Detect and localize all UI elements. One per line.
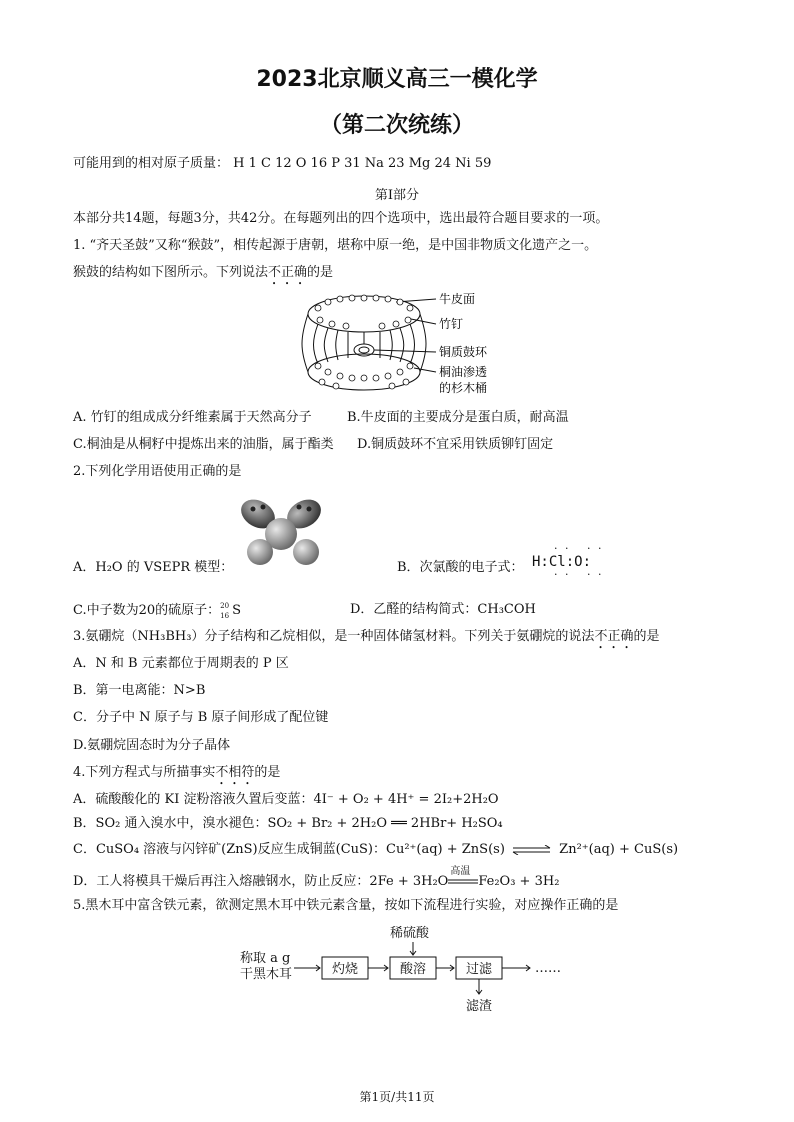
equilibrium-arrow-icon: [512, 845, 552, 855]
page-title: 2023北京顺义高三一模化学: [256, 67, 538, 92]
label-cowhide: 牛皮面: [439, 292, 476, 306]
label-tung-oil: 桐油渗透: [439, 365, 488, 379]
drum-diagram: [296, 288, 516, 400]
page-footer: 第1页/共11页: [359, 1090, 435, 1104]
label-bamboo-nail: 竹钉: [439, 317, 464, 331]
atomic-masses: 可能用到的相对原子质量： H 1 C 12 O 16 P 31 Na 23 Mg 24 Ni 59: [73, 156, 492, 171]
q5-stem: 5.黑木耳中富含铁元素，欲测定黑木耳中铁元素含量，按如下流程进行实验，对应操作正确的是: [73, 898, 619, 913]
flow-step-filter: 过滤: [466, 962, 493, 977]
label-fir-barrel: 的杉木桶: [439, 381, 488, 395]
q2-option-b: B．次氯酸的电子式：: [397, 560, 524, 575]
q1-option-d: D.铜质鼓环不宜采用铁质铆钉固定: [357, 437, 554, 452]
q3-stem: 3.氨硼烷（NH₃BH₃）分子结构和乙烷相似，是一种固体储氢材料。下列关于氨硼烷的说法不正确的是: [73, 629, 660, 644]
q2-option-a: A．H₂O 的 VSEPR 模型：: [73, 560, 234, 575]
q2-option-c: C.中子数为20的硫原子： 20 16 S: [73, 602, 242, 620]
q1-stem-line2: 猴鼓的结构如下图所示。下列说法不正确的是: [73, 265, 334, 280]
part-intro: 本部分共14题，每题3分，共42分。在每题列出的四个选项中，选出最符合题目要求的一项。: [73, 211, 609, 226]
q3-option-d: D.氨硼烷固态时为分子晶体: [73, 738, 231, 753]
q1-stem-line1: 1. “齐天圣鼓”又称“猴鼓”，相传起源于唐朝，堪称中原一绝，是中国非物质文化遗产之一。: [73, 238, 598, 253]
flow-residue-label: 滤渣: [466, 999, 493, 1014]
q4-option-c: C．CuSO₄ 溶液与闪锌矿(ZnS)反应生成铜蓝(CuS)：Cu²⁺(aq) + ZnS(s) Zn²⁺(aq) + CuS(s): [73, 842, 679, 857]
q3-option-a: A．N 和 B 元素都位于周期表的 P 区: [73, 656, 289, 671]
part-title: 第I部分: [374, 188, 420, 203]
q4-option-a: A．硫酸酸化的 KI 淀粉溶液久置后变蓝：4I⁻ + O₂ + 4H⁺ = 2I₂+2H₂O: [73, 792, 499, 807]
q3-option-c: C．分子中 N 原子与 B 原子间形成了配位键: [73, 710, 329, 725]
q1-option-b: B.牛皮面的主要成分是蛋白质，耐高温: [347, 410, 569, 425]
q1-option-c: C.桐油是从桐籽中提炼出来的油脂，属于酯类: [73, 437, 334, 452]
page-subtitle: （第二次统练）: [319, 113, 474, 138]
hclo-electron-formula: · · · · H:Cl:O: · · · ·: [532, 542, 604, 581]
vsepr-model-image: [232, 494, 330, 568]
q4-stem: 4.下列方程式与所描事实不相符的是: [73, 765, 281, 780]
flow-start-line1: 称取 a g: [240, 951, 291, 966]
flow-start-line2: 干黑木耳: [240, 967, 293, 982]
flow-ellipsis: ……: [535, 961, 561, 976]
q2-option-d: D．乙醛的结构简式：CH₃COH: [350, 602, 536, 617]
flow-reagent-label: 稀硫酸: [390, 926, 430, 941]
q4-option-d: D．工人将模具干燥后再注入熔融钢水，防止反应：2Fe + 3H₂O 高温 Fe₂O₃ + 3H₂: [73, 866, 560, 889]
flow-step-burn: 灼烧: [332, 962, 359, 977]
flow-step-acid: 酸溶: [400, 962, 427, 977]
label-copper-ring: 铜质鼓环: [439, 345, 488, 359]
q4-option-b: B．SO₂ 通入溴水中，溴水褪色：SO₂ + Br₂ + 2H₂O ══ 2HBr+ H₂SO₄: [73, 816, 503, 831]
q3-option-b: B．第一电离能：N>B: [73, 683, 206, 698]
q5-flowchart: [230, 920, 570, 1015]
q1-option-a: A. 竹钉的组成成分纤维素属于天然高分子: [73, 410, 312, 425]
q2-stem: 2.下列化学用语使用正确的是: [73, 464, 242, 479]
